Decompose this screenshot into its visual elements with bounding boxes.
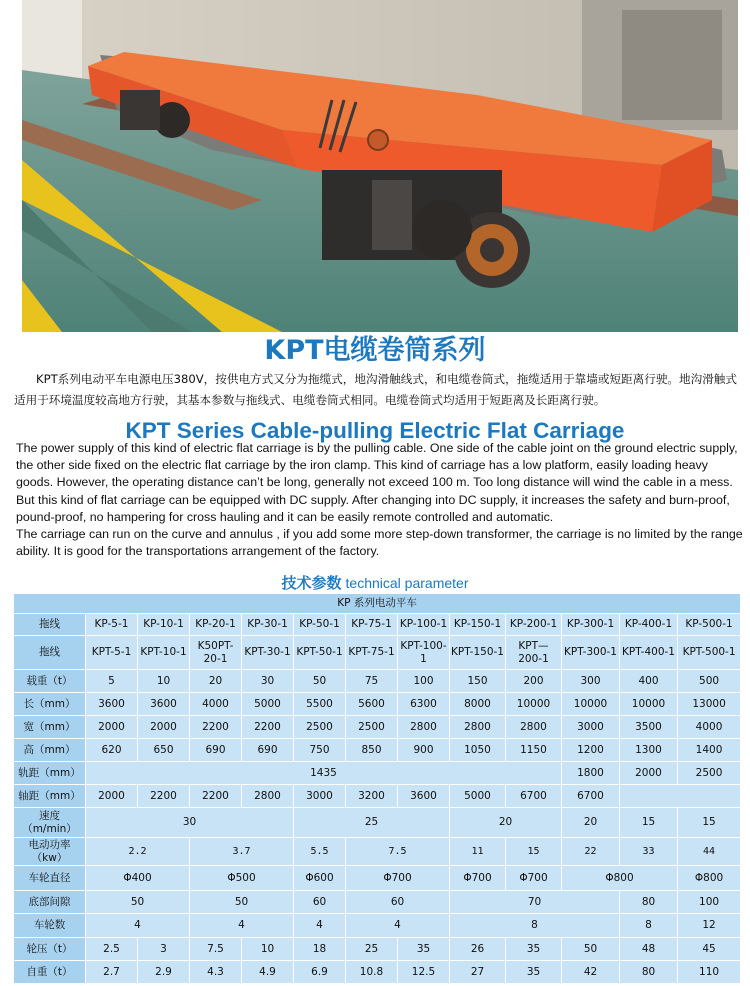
cell: KPT-30-1 [242, 636, 294, 670]
cell: 20 [190, 670, 242, 693]
cell: 500 [678, 670, 741, 693]
cell: 12.5 [398, 961, 450, 984]
row-label: 拖线 [14, 614, 86, 636]
cell: Φ700 [450, 866, 506, 891]
table-row [14, 762, 741, 785]
table-caption [0, 573, 750, 593]
cell: 2.5 [86, 938, 138, 961]
cell: 6300 [398, 693, 450, 716]
cell: 50 [86, 891, 190, 914]
cell: Φ700 [506, 866, 562, 891]
cell: 33 [620, 838, 678, 866]
cell: KPT-75-1 [346, 636, 398, 670]
cell: 3000 [294, 785, 346, 808]
cell: 2500 [294, 716, 346, 739]
cell: 10000 [620, 693, 678, 716]
cell: 6.9 [294, 961, 346, 984]
cell: 11 [450, 838, 506, 866]
row-label: 轴距（mm） [14, 785, 86, 808]
cell: 50 [190, 891, 294, 914]
intro-en [16, 440, 744, 560]
cell: 27 [450, 961, 506, 984]
cell: 1150 [506, 739, 562, 762]
cell: 3000 [562, 716, 620, 739]
cell: 2200 [190, 785, 242, 808]
cell: 26 [450, 938, 506, 961]
cell: 1435 [86, 762, 562, 785]
cell: 12 [678, 914, 741, 938]
cell: 150 [450, 670, 506, 693]
cell: 8000 [450, 693, 506, 716]
cell: 15 [620, 808, 678, 838]
cell: 2.2 [86, 838, 190, 866]
row-label: 轮压（t） [14, 938, 86, 961]
row-label: 轨距（mm） [14, 762, 86, 785]
cell: 25 [294, 808, 450, 838]
cell: 2000 [620, 762, 678, 785]
cell: 15 [506, 838, 562, 866]
cell: KP-75-1 [346, 614, 398, 636]
cell: 690 [242, 739, 294, 762]
cell: KP-50-1 [294, 614, 346, 636]
cell: 2000 [86, 716, 138, 739]
cell: K50PT-20-1 [190, 636, 242, 670]
table-row [14, 808, 741, 838]
table-row [14, 716, 741, 739]
cell: 2800 [506, 716, 562, 739]
cell: 100 [678, 891, 741, 914]
cell: KPT-400-1 [620, 636, 678, 670]
cell: 2500 [678, 762, 741, 785]
cell: 22 [562, 838, 620, 866]
cell: KPT-50-1 [294, 636, 346, 670]
row-label: 长（mm） [14, 693, 86, 716]
cell: 3200 [346, 785, 398, 808]
cell: 400 [620, 670, 678, 693]
intro-zh: KPT系列电动平车电源电压380V，按供电方式又分为拖缆式，地沟滑触线式，和电缆卷筒式，拖缆适用于靠墙或短距离行驶。地沟滑触式适用于环境温度较高地方行驶，其基本参数与拖线式、电缆卷筒式相同。电缆卷筒式均适用于短距离及长距离行驶。 [14, 372, 737, 407]
row-label: 自重（t） [14, 961, 86, 984]
table-row [14, 866, 741, 891]
cell: KP-150-1 [450, 614, 506, 636]
cell: 44 [678, 838, 741, 866]
cell: 18 [294, 938, 346, 961]
table-row [14, 961, 741, 984]
cell: 10000 [506, 693, 562, 716]
cell: 4 [86, 914, 190, 938]
table-row [14, 838, 741, 866]
cell: Φ700 [346, 866, 450, 891]
cell: 3500 [620, 716, 678, 739]
cell: 25 [346, 938, 398, 961]
cell: 15 [678, 808, 741, 838]
cell: 8 [620, 914, 678, 938]
cell: 5.5 [294, 838, 346, 866]
cell: Φ500 [190, 866, 294, 891]
cell: 1800 [562, 762, 620, 785]
cell: 650 [138, 739, 190, 762]
cell: 8 [450, 914, 620, 938]
cell: 4 [346, 914, 450, 938]
cell: Φ400 [86, 866, 190, 891]
cell: KP-100-1 [398, 614, 450, 636]
cell: 1400 [678, 739, 741, 762]
row-label: 电动功率（kw） [14, 838, 86, 866]
cell: 300 [562, 670, 620, 693]
cell: 5000 [450, 785, 506, 808]
cell: 42 [562, 961, 620, 984]
cell: KP-5-1 [86, 614, 138, 636]
table-row [14, 614, 741, 636]
row-label: 高（mm） [14, 739, 86, 762]
cell: KP-500-1 [678, 614, 741, 636]
cell: 45 [678, 938, 741, 961]
cell: 13000 [678, 693, 741, 716]
cell: 3600 [138, 693, 190, 716]
cell: 7.5 [346, 838, 450, 866]
cell: 2000 [138, 716, 190, 739]
cell: KP-200-1 [506, 614, 562, 636]
table-header-row [14, 594, 741, 614]
table-row [14, 670, 741, 693]
table-row [14, 938, 741, 961]
cell: 110 [678, 961, 741, 984]
table-row [14, 785, 741, 808]
cell: KPT-10-1 [138, 636, 190, 670]
cell: 620 [86, 739, 138, 762]
cell: 1300 [620, 739, 678, 762]
cell: KP-300-1 [562, 614, 620, 636]
cell: KPT-300-1 [562, 636, 620, 670]
row-label: 载重（t） [14, 670, 86, 693]
cell-empty [620, 785, 741, 808]
cell: 100 [398, 670, 450, 693]
intro-en-paragraph-2: The carriage can run on the curve and annulus , if you add some more step-down transformer, the carriage is no limited by the range ability. It is good for the transportations arrangement of the factory. [16, 527, 743, 559]
row-label: 底部间隙 [14, 891, 86, 914]
cell: 30 [86, 808, 294, 838]
cell: 60 [294, 891, 346, 914]
row-label: 速度（m/min） [14, 808, 86, 838]
cell: 30 [242, 670, 294, 693]
row-label: 拖线 [14, 636, 86, 670]
cell: 4000 [678, 716, 741, 739]
table-row [14, 914, 741, 938]
cell: 6700 [506, 785, 562, 808]
page-title-en: KPT Series Cable-pulling Electric Flat Carriage [125, 418, 625, 443]
cell: 850 [346, 739, 398, 762]
cell: 750 [294, 739, 346, 762]
cell: KPT-100-1 [398, 636, 450, 670]
row-label: 车轮直径 [14, 866, 86, 891]
cell: 2.9 [138, 961, 190, 984]
cell: 5600 [346, 693, 398, 716]
cell: 20 [562, 808, 620, 838]
cell: 5500 [294, 693, 346, 716]
cell: 50 [294, 670, 346, 693]
cell: 10000 [562, 693, 620, 716]
cell: 80 [620, 891, 678, 914]
page-title-zh: KPT电缆卷筒系列 [264, 335, 486, 366]
cell: 10 [138, 670, 190, 693]
cell: 2.7 [86, 961, 138, 984]
cell: 35 [398, 938, 450, 961]
cell: 4 [294, 914, 346, 938]
cell: 2500 [346, 716, 398, 739]
cell: KP-20-1 [190, 614, 242, 636]
cell: 10 [242, 938, 294, 961]
cell: 2800 [398, 716, 450, 739]
cell: 2200 [138, 785, 190, 808]
cell: 5 [86, 670, 138, 693]
cell: 4.9 [242, 961, 294, 984]
cell: 2800 [242, 785, 294, 808]
cell: 690 [190, 739, 242, 762]
table-caption-zh: 技术参数 [281, 574, 342, 592]
cell: 4 [190, 914, 294, 938]
cell: 6700 [562, 785, 620, 808]
cell: 1050 [450, 739, 506, 762]
cell: 10.8 [346, 961, 398, 984]
cell: Φ800 [562, 866, 678, 891]
cell: KP-400-1 [620, 614, 678, 636]
table-caption-en: technical parameter [345, 575, 469, 591]
cell: 200 [506, 670, 562, 693]
cell: KP-30-1 [242, 614, 294, 636]
cell: 75 [346, 670, 398, 693]
cell: 3600 [398, 785, 450, 808]
cell: Φ600 [294, 866, 346, 891]
cell: KPT-500-1 [678, 636, 741, 670]
cell: 4000 [190, 693, 242, 716]
cell: KPT-5-1 [86, 636, 138, 670]
table-row [14, 739, 741, 762]
cell: 70 [450, 891, 620, 914]
cell: 7.5 [190, 938, 242, 961]
cell: 2200 [190, 716, 242, 739]
cell: 35 [506, 961, 562, 984]
cell: 35 [506, 938, 562, 961]
cell: 2200 [242, 716, 294, 739]
cell: 2000 [86, 785, 138, 808]
intro-en-paragraph-1: The power supply of this kind of electric flat carriage is by the pulling cable. One side of the cable joint on the ground electric supply, the other side fixed on the electric flat carriage by the iron clamp. This kind of carriage has a low platform, easily loading heavy goods. However, the operating distance can’t be long, generally not exceed 100 m. Too long distance will wind the cable in a mess. But this kind of flat carriage can be equipped with DC supply. After changing into DC supply, it increases the safety and burn-proof, pound-proof, no hampering for cross hauling and it can be easily remote controlled and automatic. [16, 441, 738, 524]
table-row [14, 891, 741, 914]
cell: 80 [620, 961, 678, 984]
cell: 4.3 [190, 961, 242, 984]
row-label: 车轮数 [14, 914, 86, 938]
product-photo [22, 0, 738, 332]
cell: 5000 [242, 693, 294, 716]
cell: 3600 [86, 693, 138, 716]
cell: KP-10-1 [138, 614, 190, 636]
cell: 50 [562, 938, 620, 961]
cell: 3.7 [190, 838, 294, 866]
cell: KPT—200-1 [506, 636, 562, 670]
table-header: KP 系列电动平车 [14, 594, 741, 614]
cell: 48 [620, 938, 678, 961]
row-label: 宽（mm） [14, 716, 86, 739]
cell: 20 [450, 808, 562, 838]
cell: 900 [398, 739, 450, 762]
cell: 1200 [562, 739, 620, 762]
cell: Φ800 [678, 866, 741, 891]
cell: 2800 [450, 716, 506, 739]
table-row [14, 693, 741, 716]
parameter-table [13, 593, 741, 984]
table-row [14, 636, 741, 670]
cell: 60 [346, 891, 450, 914]
cell: 3 [138, 938, 190, 961]
cell: KPT-150-1 [450, 636, 506, 670]
